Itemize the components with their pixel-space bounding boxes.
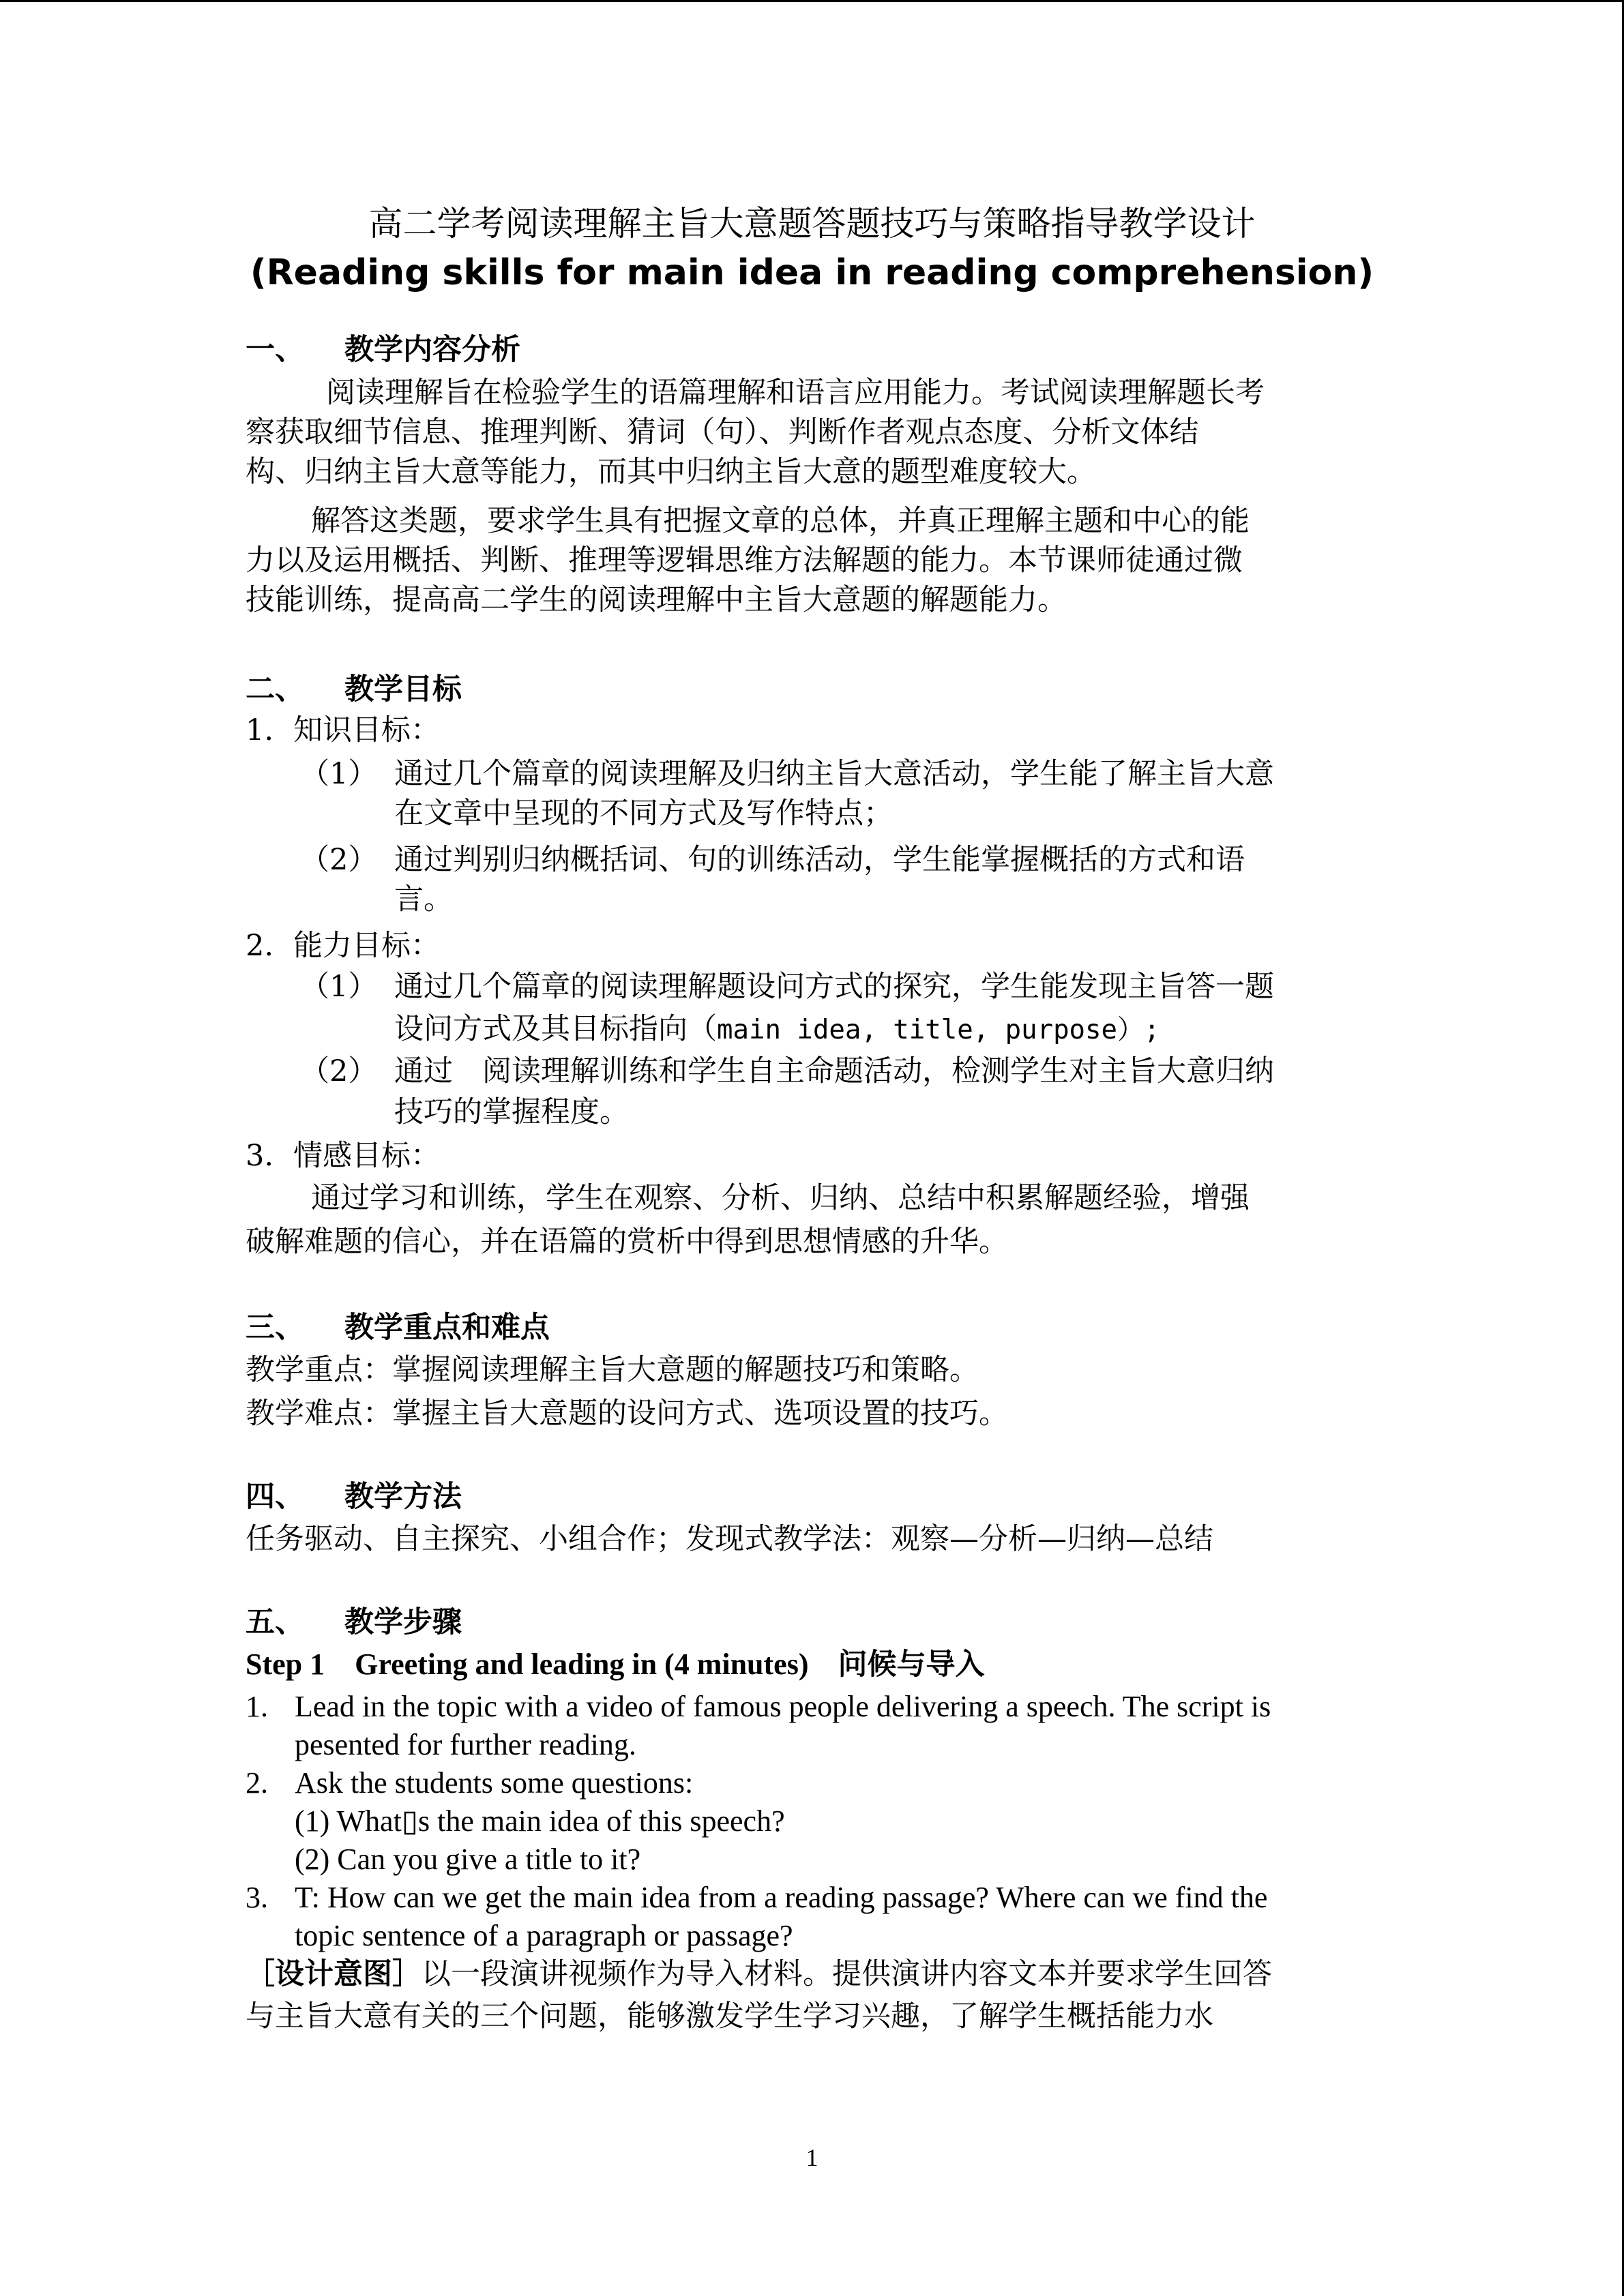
sub-item-number: （1） [300,757,378,791]
sub-item-number: （2） [300,1054,378,1088]
design-intent-text: 以一段演讲视频作为导入材料。提供演讲内容文本并要求学生回答 [422,1957,1272,1991]
paragraph-line: 任务驱动、自主探究、小组合作；发现式教学法：观察—分析—归纳—总结 [246,1522,1213,1556]
section-5-heading: 教学步骤 [344,1605,462,1639]
section-2-number: 二、 [246,672,304,706]
section-1-heading: 教学内容分析 [344,333,520,367]
document-title-chinese: 高二学考阅读理解主旨大意题答题技巧与策略指导教学设计 [368,204,1256,243]
question-item: (2) Can you give a title to it? [295,1843,641,1876]
paragraph-line: 构、归纳主旨大意等能力，而其中归纳主旨大意的题型难度较大。 [246,455,1096,489]
question-item: (1) What▯s the main idea of this speech? [295,1804,785,1838]
list-item-text: topic sentence of a paragraph or passage? [295,1919,793,1952]
list-number: 1. [246,713,274,747]
sub-item-number: （1） [300,970,378,1004]
list-number: 3. [246,1139,274,1173]
sub-item-number: （2） [300,843,378,877]
design-intent-label: ［设计意图］ [246,1957,422,1991]
list-number: 3. [246,1881,268,1914]
section-5-number: 五、 [246,1605,304,1639]
list-item-text: Lead in the topic with a video of famous people delivering a speech. The script is [295,1690,1271,1723]
section-3-number: 三、 [246,1311,304,1345]
paragraph-line: 与主旨大意有关的三个问题，能够激发学生学习兴趣，了解学生概括能力水 [246,1999,1213,2033]
section-1-number: 一、 [246,333,304,367]
paragraph-line: 力以及运用概括、判断、推理等逻辑思维方法解题的能力。本节课师徒通过微 [246,543,1243,578]
page-number: 1 [806,2144,818,2171]
sub-item-text: 通过几个篇章的阅读理解及归纳主旨大意活动，学生能了解主旨大意 [394,757,1274,791]
section-4-heading: 教学方法 [344,1480,462,1514]
sub-item-text: 通过几个篇章的阅读理解题设问方式的探究，学生能发现主旨答一题 [394,970,1274,1004]
list-number: 1. [246,1690,268,1723]
paragraph-line: 教学难点：掌握主旨大意题的设问方式、选项设置的技巧。 [246,1397,1008,1431]
sub-item-text: 在文章中呈现的不同方式及写作特点； [394,796,893,831]
goal-label: 情感目标： [293,1139,440,1173]
section-2-heading: 教学目标 [344,672,462,706]
design-intent-line [246,1955,1272,1993]
paragraph-line: 教学重点：掌握阅读理解主旨大意题的解题技巧和策略。 [246,1353,979,1387]
step-heading-english: Step 1 Greeting and leading in (4 minutes) [246,1648,809,1681]
step-heading-chinese: 问候与导入 [838,1648,985,1682]
step-heading [246,1645,984,1684]
section-4-number: 四、 [246,1480,304,1514]
sub-item-text: 言。 [394,882,453,916]
goal-label: 知识目标： [293,713,440,747]
sub-item-text-part: main idea, title, purpose）; [717,1015,1160,1045]
list-item-text: T: How can we get the main idea from a reading passage? Where can we find the [295,1881,1268,1914]
sub-item-text-part: 设问方式及其目标指向（ [394,1012,717,1046]
paragraph-line: 解答这类题，要求学生具有把握文章的总体，并真正理解主题和中心的能 [311,504,1250,538]
paragraph-line: 通过学习和训练，学生在观察、分析、归纳、总结中积累解题经验，增强 [311,1181,1250,1215]
paragraph-line: 察获取细节信息、推理判断、猜词（句）、判断作者观点态度、分析文体结 [246,415,1199,449]
sub-item-text: 通过判别归纳概括词、句的训练活动，学生能掌握概括的方式和语 [394,843,1245,877]
list-number: 2. [246,1766,268,1800]
paragraph-line: 阅读理解旨在检验学生的语篇理解和语言应用能力。考试阅读理解题长考 [326,376,1265,410]
document-title-english: (Reading skills for main idea in reading comprehension) [250,252,1374,293]
section-3-heading: 教学重点和难点 [344,1311,550,1345]
paragraph-line: 技能训练，提高高二学生的阅读理解中主旨大意题的解题能力。 [246,583,1067,617]
list-number: 2. [246,929,274,963]
sub-item-text [394,1010,1160,1049]
list-item-text: pesented for further reading. [295,1728,636,1761]
sub-item-text: 通过 阅读理解训练和学生自主命题活动，检测学生对主旨大意归纳 [394,1054,1274,1088]
goal-label: 能力目标： [293,929,440,963]
sub-item-text: 技巧的掌握程度。 [394,1095,629,1129]
list-item-text: Ask the students some questions: [295,1766,694,1800]
paragraph-line: 破解难题的信心，并在语篇的赏析中得到思想情感的升华。 [246,1225,1008,1259]
